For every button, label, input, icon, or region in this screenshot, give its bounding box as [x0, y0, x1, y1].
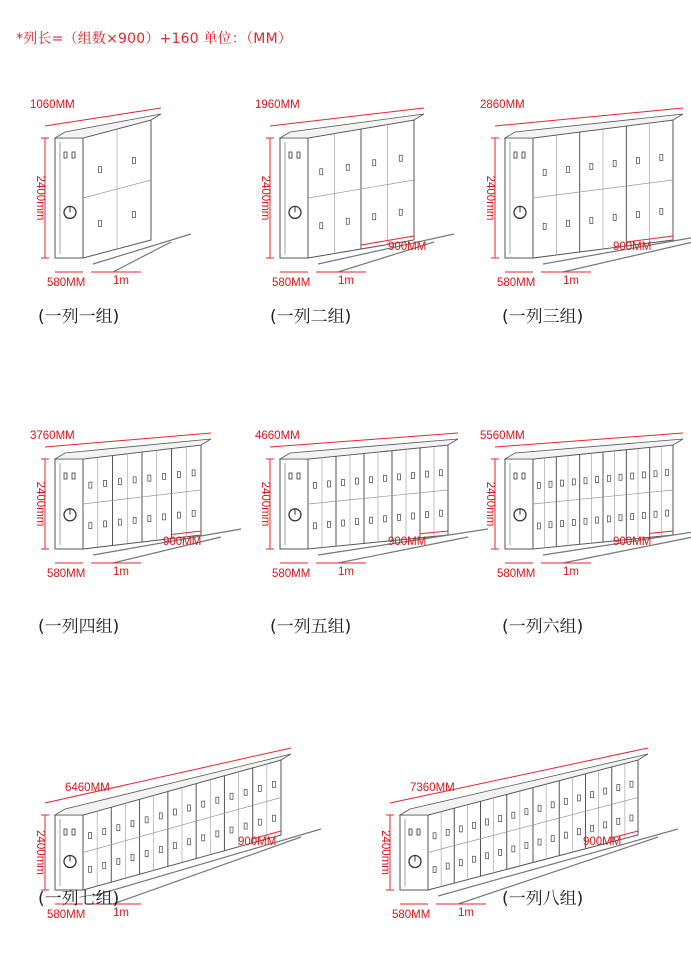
group-width-label: 900MM — [613, 241, 652, 253]
depth-label: 580MM — [47, 568, 86, 580]
height-label: 2400mm — [34, 481, 46, 527]
rail-label: 1m — [113, 907, 129, 919]
rail-label: 1m — [563, 275, 579, 287]
rail-label: 1m — [338, 566, 354, 578]
height-label: 2400mm — [379, 830, 391, 875]
height-label: 2400mm — [34, 830, 46, 875]
cabinet-drawing — [0, 405, 225, 605]
rail-label: 1m — [113, 275, 129, 287]
group-width-label: 900MM — [238, 836, 277, 848]
depth-label: 580MM — [47, 909, 86, 921]
end-panel — [55, 815, 83, 890]
depth-label: 580MM — [47, 277, 86, 289]
length-formula: *列长=（组数×900）+160 单位：（MM） — [16, 31, 293, 47]
depth-label: 580MM — [497, 568, 536, 580]
rail-label: 1m — [113, 566, 129, 578]
length-label: 1060MM — [30, 99, 75, 111]
diagram-caption: (一列八组) — [502, 889, 584, 909]
length-label: 5560MM — [480, 430, 525, 442]
end-panel — [400, 815, 428, 890]
height-label: 2400mm — [259, 175, 271, 221]
diagram-caption: (一列一组) — [38, 307, 120, 327]
height-label: 2400mm — [484, 175, 496, 221]
depth-label: 580MM — [272, 568, 311, 580]
end-panel — [55, 459, 83, 549]
group-width-label: 900MM — [388, 536, 427, 548]
cabinet-drawing — [225, 405, 450, 605]
length-label: 4660MM — [255, 430, 300, 442]
cabinet-drawing — [450, 405, 675, 605]
end-panel — [505, 138, 533, 258]
cabinet-diagram-6 — [450, 405, 675, 605]
diagram-caption: (一列二组) — [270, 307, 352, 327]
group-width-label: 900MM — [613, 536, 652, 548]
rail-label: 1m — [563, 566, 579, 578]
group-width-label: 900MM — [583, 836, 622, 848]
length-label: 6460MM — [65, 782, 110, 794]
end-panel — [55, 138, 83, 258]
diagram-caption: (一列五组) — [270, 617, 352, 637]
diagram-caption: (一列三组) — [502, 307, 584, 327]
cabinet-drawing — [450, 80, 675, 289]
depth-label: 580MM — [272, 277, 311, 289]
diagram-caption: (一列七组) — [38, 889, 120, 909]
end-panel — [280, 459, 308, 549]
height-label: 2400mm — [34, 175, 46, 221]
end-panel — [505, 459, 533, 549]
cabinet-diagram-4 — [0, 405, 225, 605]
height-label: 2400mm — [259, 481, 271, 527]
depth-label: 580MM — [497, 277, 536, 289]
cabinet-drawing — [0, 80, 225, 289]
cabinet-drawing — [225, 80, 450, 289]
length-label: 7360MM — [410, 782, 455, 794]
cabinet-diagram-1 — [0, 80, 225, 289]
length-label: 1960MM — [255, 99, 300, 111]
end-panel — [280, 138, 308, 258]
rail-label: 1m — [458, 907, 474, 919]
rail-label: 1m — [338, 275, 354, 287]
cabinet-diagram-2 — [225, 80, 450, 289]
cabinet-diagram-5 — [225, 405, 450, 605]
cabinet-diagram-3 — [450, 80, 675, 289]
height-label: 2400mm — [484, 481, 496, 527]
length-label: 3760MM — [30, 430, 75, 442]
diagram-caption: (一列六组) — [502, 617, 584, 637]
depth-label: 580MM — [392, 909, 431, 921]
group-width-label: 900MM — [163, 536, 202, 548]
diagram-caption: (一列四组) — [38, 617, 120, 637]
length-label: 2860MM — [480, 99, 525, 111]
group-width-label: 900MM — [388, 241, 427, 253]
